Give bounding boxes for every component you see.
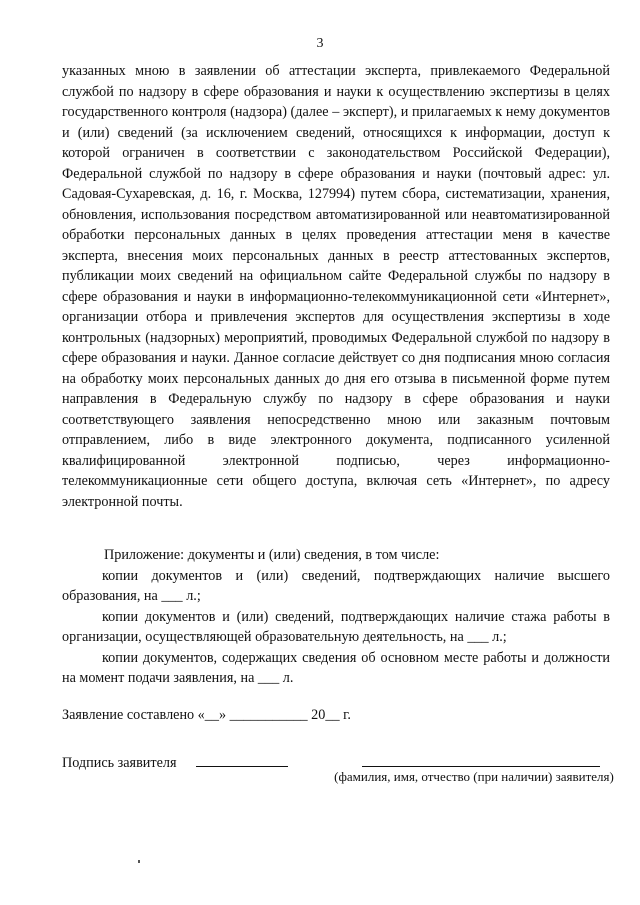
signature-blank-line xyxy=(196,766,288,767)
consent-paragraph: указанных мною в заявлении об аттестации эксперта, привлекаемого Федеральной службой по надзору в сфере образования и науки к осуществлению экспертизы в целях государственного контроля (надзора) (далее – эксперт), и прилагаемых к нему документов и (или) сведений (за исключением сведений, относящихся к информации, доступ к которой ограничен в соответствии с законодательством Российской Федерации), Федеральной службой по надзору в сфере образования и науки (почтовый адрес: ул. Садовая-Сухаревская, д. 16, г. Москва, 127994) путем сбора, систематизации, хранения, обновления, использования посредством автоматизированной или неавтоматизированной обработки персональных данных в целях проведения аттестации меня в качестве эксперта, внесения моих персональных данных в реестр аттестованных экспертов, публикации моих сведений на официальном сайте Федеральной службы по надзору в сфере образования и науки в информационно-телекоммуникационной сети «Интернет», организации отбора и привлечения экспертов для осуществления экспертизы в ходе контрольных (надзорных) мероприятий, проводимых Федеральной службой по надзору в сфере образования и науки. Данное согласие действует со дня подписания мною согласия на обработку моих персональных данных до дня его отзыва в письменной форме путем направления в Федеральную службу по надзору в сфере образования и науки соответствующего заявления непосредственно мною или заказным почтовым отправлением, либо в виде электронного документа, подписанного усиленной квалифицированной электронной подписью, через информационно-телекоммуникационные сети общего доступа, включая сеть «Интернет», по адресу электронной почты. xyxy=(62,63,610,510)
attachments-section xyxy=(62,545,610,689)
applicant-name-caption: (фамилия, имя, отчество (при наличии) заявителя) xyxy=(334,769,614,784)
page-number: 3 xyxy=(316,36,324,51)
attachment-item-education: копии документов и (или) сведений, подтверждающих наличие высшего образования, на ___ л.; xyxy=(62,567,610,604)
applicant-name-line xyxy=(362,766,600,767)
scan-speck xyxy=(138,860,140,863)
attachments-intro: Приложение: документы и (или) сведения, в том числе: xyxy=(104,547,440,563)
attachment-item-work-experience: копии документов и (или) сведений, подтверждающих наличие стажа работы в организации, осуществляющей образовательную деятельность, на ___ л.; xyxy=(62,608,610,645)
statement-date-line: Заявление составлено «__» ___________ 20__ г. xyxy=(62,707,351,723)
signature-label: Подпись заявителя xyxy=(62,755,177,771)
attachment-item-workplace: копии документов, содержащих сведения об основном месте работы и должности на момент подачи заявления, на ___ л. xyxy=(62,649,610,686)
